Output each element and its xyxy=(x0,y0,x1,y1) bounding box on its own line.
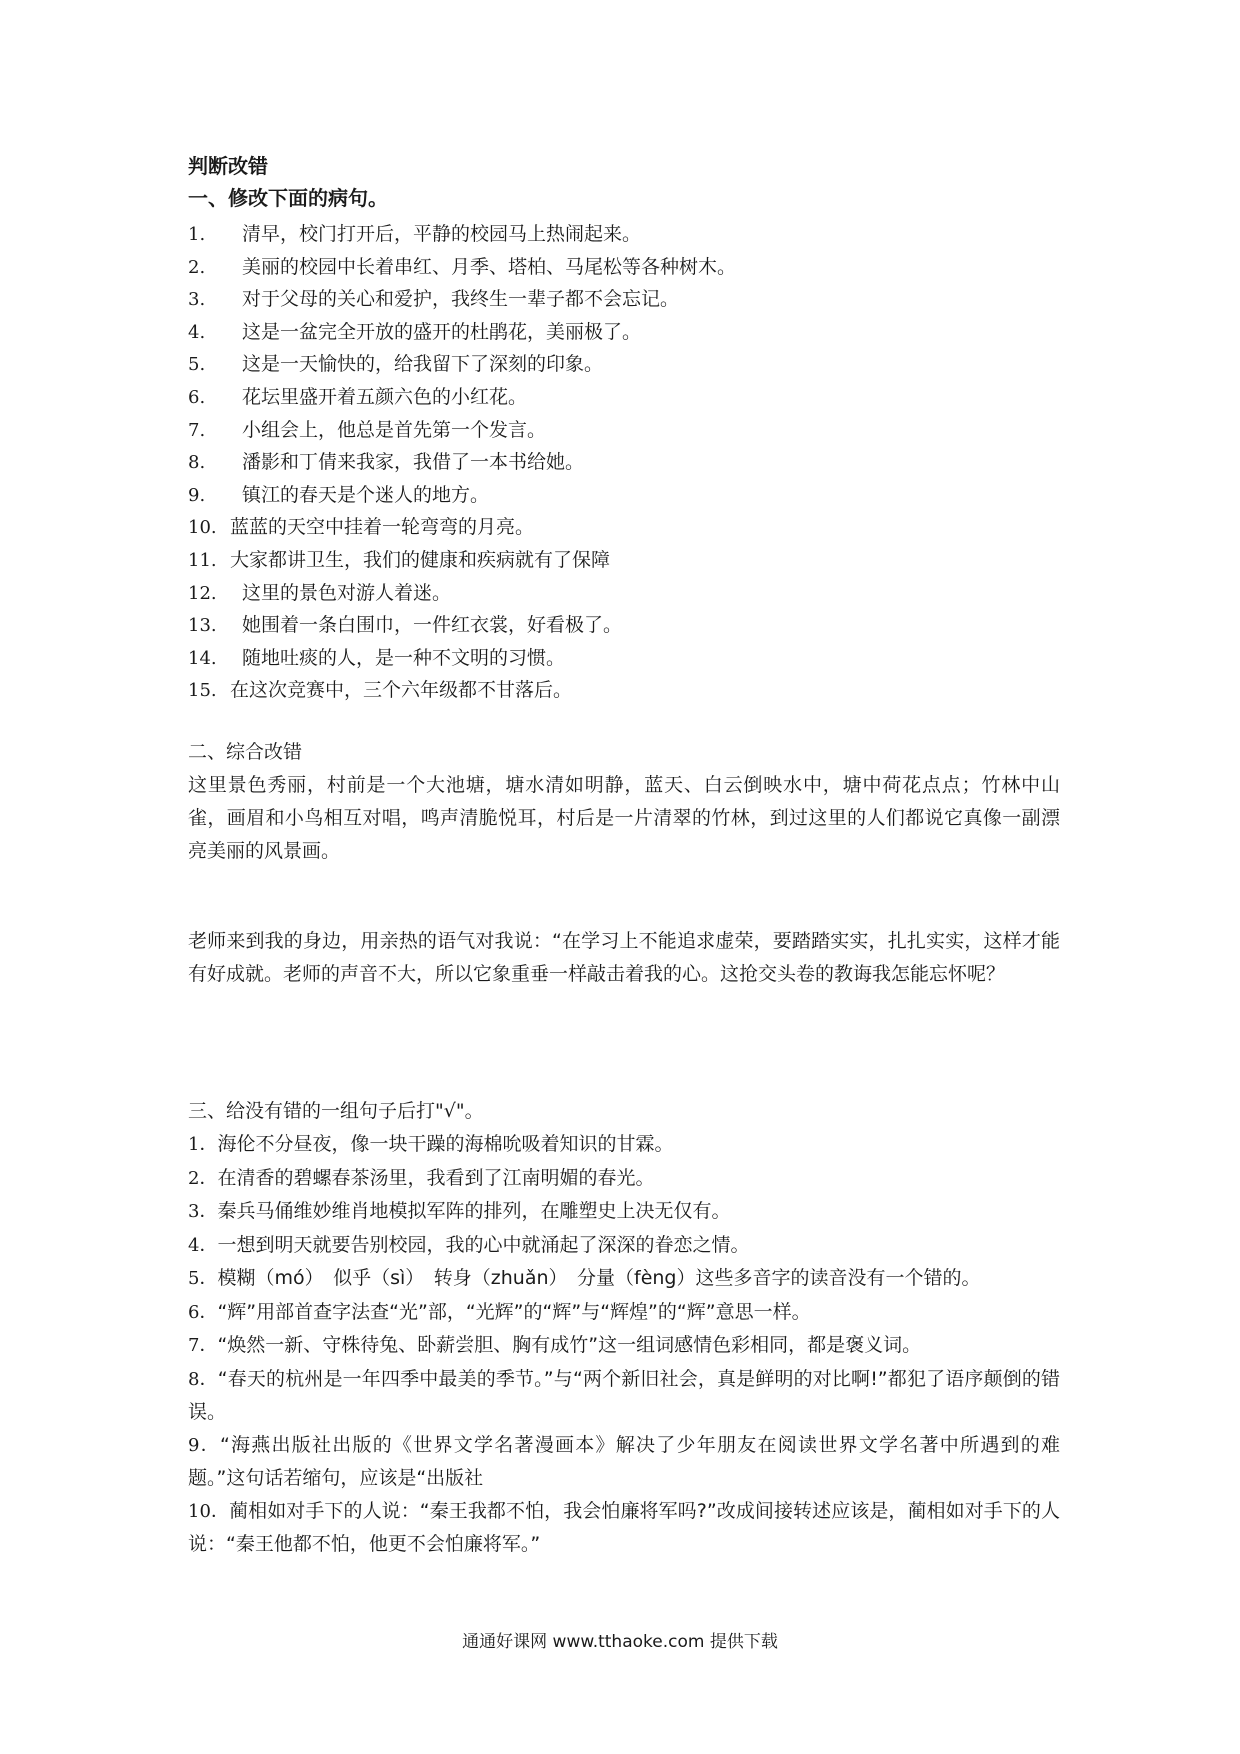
item-number: 1． xyxy=(188,1134,218,1155)
item-text: 秦兵马俑维妙维肖地模拟军阵的排列，在雕塑史上决无仅有。 xyxy=(217,1200,731,1222)
list-item xyxy=(188,511,736,544)
item-number: 5. xyxy=(188,354,206,376)
item-number: 8. xyxy=(188,452,206,474)
item-number: 6． xyxy=(188,1301,218,1323)
item-text: 潘影和丁倩来我家，我借了一本书给她。 xyxy=(242,451,585,474)
item-text: “海燕出版社出版的《世界文学名著漫画本》解决了少年朋友在阅读世界文学名著中所遇到的难题。”这句话若缩句，应该是“出版社 xyxy=(188,1433,1060,1489)
item-number: 11. xyxy=(188,549,217,571)
item-text: “春天的杭州是一年四季中最美的季节。”与“两个新旧社会，真是鲜明的对比啊!”都犯了语序颠倒的错误。 xyxy=(188,1367,1061,1423)
section3-list xyxy=(188,1128,1060,1561)
item-text: 海伦不分昼夜，像一块干躁的海棉吮吸着知识的甘霖。 xyxy=(217,1133,674,1155)
section2-paragraph-2: 老师来到我的身边，用亲热的语气对我说：“在学习上不能追求虚荣，要踏踏实实，扎扎实实，这样才能有好成就。老师的声音不大，所以它象重垂一样敲击着我的心。这抢交头卷的教诲我怎能忘怀呢？ xyxy=(188,930,1060,985)
item-number: 4. xyxy=(188,321,206,343)
item-number: 15. xyxy=(188,680,217,702)
list-item xyxy=(188,1162,1060,1196)
item-number: 2． xyxy=(188,1167,218,1189)
item-number: 3． xyxy=(188,1201,218,1222)
list-item xyxy=(188,348,736,381)
item-text: 美丽的校园中长着串红、月季、塔柏、马尾松等各种树木。 xyxy=(242,255,737,278)
item-text: 蓝蓝的天空中挂着一轮弯弯的月亮。 xyxy=(230,516,535,539)
item-text: 随地吐痰的人，是一种不文明的习惯。 xyxy=(242,646,566,669)
list-item xyxy=(188,1329,1060,1363)
item-number: 8． xyxy=(188,1368,218,1390)
list-item xyxy=(188,414,736,447)
item-number: 5． xyxy=(188,1268,218,1289)
document-title: 判断改错 xyxy=(188,154,268,178)
item-number: 12. xyxy=(188,582,217,604)
item-number: 10. xyxy=(188,517,217,539)
item-text: 这是一天愉快的，给我留下了深刻的印象。 xyxy=(242,353,604,376)
item-number: 14. xyxy=(188,647,217,669)
list-item xyxy=(188,316,736,349)
list-item xyxy=(188,381,736,414)
list-item xyxy=(188,577,736,610)
section1-list xyxy=(188,218,736,707)
list-item xyxy=(188,1363,1060,1429)
item-number: 10． xyxy=(188,1500,230,1522)
item-number: 7. xyxy=(188,419,206,441)
section2-paragraph-1: 这里景色秀丽，村前是一个大池塘，塘水清如明静，蓝天、白云倒映水中，塘中荷花点点；竹林中山雀，画眉和小鸟相互对唱，鸣声清脆悦耳，村后是一片清翠的竹林，到过这里的人们都说它真像一副漂亮美丽的风景画。 xyxy=(188,774,1060,862)
item-text: 在清香的碧螺春茶汤里，我看到了江南明媚的春光。 xyxy=(217,1166,655,1189)
section1-heading: 一、修改下面的病句。 xyxy=(188,186,388,210)
list-item xyxy=(188,1429,1060,1495)
item-number: 9. xyxy=(188,484,206,506)
list-item xyxy=(188,218,736,251)
item-text: 小组会上，他总是首先第一个发言。 xyxy=(242,418,547,441)
item-number: 6. xyxy=(188,386,206,408)
list-item xyxy=(188,283,736,316)
item-text: 模糊（mó） 似乎（sì） 转身（zhuǎn） 分量（fèng）这些多音字的读音没有一个错的。 xyxy=(217,1267,981,1289)
list-item xyxy=(188,1296,1060,1330)
item-text: 清早，校门打开后，平静的校园马上热闹起来。 xyxy=(242,223,642,245)
item-number: 13. xyxy=(188,615,217,637)
list-item xyxy=(188,1229,1060,1263)
list-item xyxy=(188,1128,1060,1162)
list-item xyxy=(188,251,736,284)
item-number: 1. xyxy=(188,224,206,245)
item-text: 一想到明天就要告别校园，我的心中就涌起了深深的眷恋之情。 xyxy=(217,1233,750,1256)
list-item xyxy=(188,544,736,577)
item-text: 这里的景色对游人着迷。 xyxy=(242,581,452,604)
list-item xyxy=(188,1495,1060,1561)
list-item xyxy=(188,1262,1060,1296)
item-text: “焕然一新、守株待兔、卧薪尝胆、胸有成竹”这一组词感情色彩相同，都是褒义词。 xyxy=(217,1334,922,1356)
item-number: 7． xyxy=(188,1335,218,1356)
item-text: 在这次竞赛中，三个六年级都不甘落后。 xyxy=(230,679,573,702)
item-text: 花坛里盛开着五颜六色的小红花。 xyxy=(242,385,528,408)
item-number: 3. xyxy=(188,289,206,311)
item-text: 镇江的春天是个迷人的地方。 xyxy=(242,483,490,506)
list-item xyxy=(188,446,736,479)
list-item xyxy=(188,1195,1060,1229)
item-number: 9． xyxy=(188,1434,220,1456)
list-item xyxy=(188,479,736,512)
item-text: 她围着一条白围巾，一件红衣裳，好看极了。 xyxy=(242,614,623,637)
list-item xyxy=(188,609,736,642)
item-text: 蔺相如对手下的人说：“秦王我都不怕，我会怕廉将军吗?”改成间接转述应该是，蔺相如对手下的人说：“秦王他都不怕，他更不会怕廉将军。” xyxy=(188,1499,1061,1555)
item-text: 这是一盆完全开放的盛开的杜鹃花，美丽极了。 xyxy=(242,320,642,343)
section2-heading: 二、综合改错 xyxy=(188,741,303,763)
item-number: 2. xyxy=(188,256,206,278)
item-text: “辉”用部首查字法查“光”部，“光辉”的“辉”与“辉煌”的“辉”意思一样。 xyxy=(217,1300,811,1323)
list-item xyxy=(188,674,736,707)
item-text: 对于父母的关心和爱护，我终生一辈子都不会忘记。 xyxy=(242,288,680,311)
item-number: 4． xyxy=(188,1234,218,1256)
section3-heading: 三、给没有错的一组句子后打"√"。 xyxy=(188,1100,484,1122)
footer-download-notice: 通通好课网 www.tthaoke.com 提供下载 xyxy=(462,1632,778,1652)
list-item xyxy=(188,642,736,675)
item-text: 大家都讲卫生，我们的健康和疾病就有了保障 xyxy=(230,548,611,571)
